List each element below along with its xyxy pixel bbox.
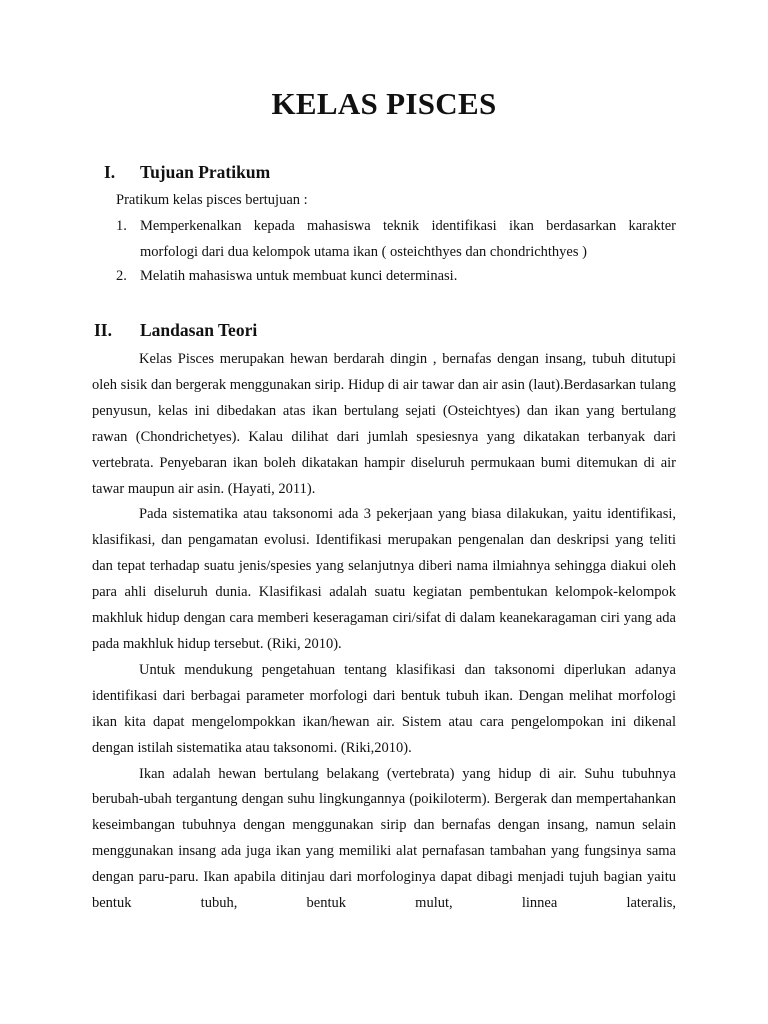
section-1-title: Tujuan Pratikum: [140, 162, 271, 182]
list-item-text: Melatih mahasiswa untuk membuat kunci determinasi.: [140, 268, 458, 284]
list-item-marker: 1.: [116, 218, 127, 234]
list-item: [116, 263, 676, 289]
list-item-text: Memperkenalkan kepada mahasiswa teknik identifikasi ikan berdasarkan karakter morfologi dari dua kelompok utama ikan ( osteichthyes dan chondrichthyes ): [140, 218, 676, 260]
list-item: [116, 213, 676, 265]
section-2-body: [92, 347, 676, 917]
document-title: KELAS PISCES: [271, 86, 497, 121]
list-item-marker: 2.: [116, 268, 127, 284]
section-2-heading: [94, 320, 594, 344]
section-1-intro: Pratikum kelas pisces bertujuan :: [116, 192, 308, 208]
body-paragraph: Pada sistematika atau taksonomi ada 3 pekerjaan yang biasa dilakukan, yaitu identifikasi, klasifikasi, dan pengamatan evolusi. Identifikasi merupakan pengenalan dan deskripsi yang teliti dan tepat terhadap suatu jenis/spesies yang selanjutnya diberi nama ilmiahnya sehingga diakui oleh para ahli diseluruh dunia. Klasifikasi adalah suatu kegiatan pembentukan kelompok-kelompok makhluk hidup dengan cara memberi keseragaman ciri/sifat di dalam keanekaragaman ciri yang ada pada makhluk hidup tersebut. (Riki, 2010).: [92, 506, 676, 652]
section-1-number: I.: [104, 162, 116, 182]
section-2-number: II.: [94, 320, 112, 340]
section-1-heading: [104, 162, 604, 186]
body-paragraph: Untuk mendukung pengetahuan tentang klasifikasi dan taksonomi diperlukan adanya identifikasi dari berbagai parameter morfologi dari bentuk tubuh ikan. Dengan melihat morfologi ikan kita dapat mengelompokkan ikan/hewan air. Sistem atau cara pengelompokan ini dikenal dengan istilah sistematika atau taksonomi. (Riki,2010).: [92, 661, 676, 756]
section-2-title: Landasan Teori: [140, 320, 258, 340]
body-paragraph: Ikan adalah hewan bertulang belakang (vertebrata) yang hidup di air. Suhu tubuhnya berubah-ubah tergantung dengan suhu lingkungannya (poikiloterm). Bergerak dan mempertahankan keseimbangan tubuhnya dengan menggunakan sirip dan bernafas dengan insang, namun selain menggunakan insang ada juga ikan yang memiliki alat pernafasan tambahan yang fungsinya sama dengan paru-paru. Ikan apabila ditinjau dari morfologinya dapat dibagi menjadi tujuh bagian yaitu bentuk tubuh, bentuk mulut, linnea lateralis,: [92, 765, 676, 912]
body-paragraph: Kelas Pisces merupakan hewan berdarah dingin , bernafas dengan insang, tubuh ditutupi oleh sisik dan bergerak menggunakan sirip. Hidup di air tawar dan air asin (laut).Berdasarkan tulang penyusun, kelas ini dibedakan atas ikan bertulang sejati (Osteichtyes) dan ikan yang bertulang rawan (Chondrichetyes). Kalau dilihat dari jumlah spesiesnya yang dikatakan terbanyak dari vertebrata. Penyebaran ikan boleh dikatakan hampir diseluruh permukaan bumi ditemukan di air tawar maupun air asin. (Hayati, 2011).: [92, 351, 676, 497]
